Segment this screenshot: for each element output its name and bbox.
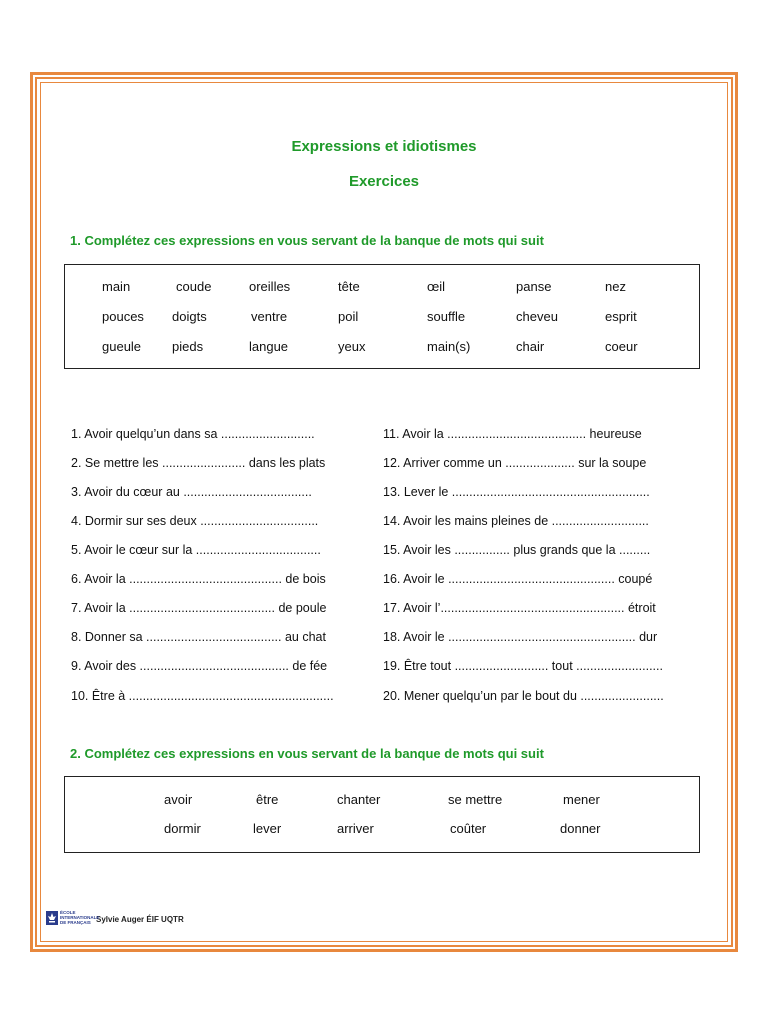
page-subtitle: Exercices: [348, 173, 420, 190]
school-logo: [46, 909, 100, 929]
exercise-item-15: 15. Avoir les ................ plus grands que la .........: [383, 543, 651, 557]
logo-text-line: INTERNATIONALE: [60, 915, 100, 920]
word-bank-item: tête: [338, 279, 360, 294]
exercise-item-13: 13. Lever le .........................................................: [383, 485, 650, 499]
word-bank-item: cheveu: [516, 309, 558, 324]
exercise-item-4: 4. Dormir sur ses deux ..................................: [71, 514, 319, 528]
word-bank-item: pouces: [102, 309, 144, 324]
section1-heading: 1. Complétez ces expressions en vous servant de la banque de mots qui suit: [70, 233, 544, 248]
word-bank-item: coûter: [450, 821, 487, 836]
word-bank-item: œil: [427, 279, 446, 294]
word-bank-item: poil: [338, 309, 359, 324]
word-bank-item: nez: [605, 279, 626, 294]
page-title: Expressions et idiotismes: [291, 138, 477, 155]
author-credit: Sylvie Auger ÉIF UQTR: [96, 914, 184, 924]
exercise-item-20: 20. Mener quelqu’un par le bout du ........................: [383, 689, 664, 703]
word-bank-item: lever: [253, 821, 282, 836]
word-bank-item: esprit: [605, 309, 637, 324]
word-bank-item: dormir: [164, 821, 201, 836]
word-bank-1: [64, 264, 700, 369]
word-bank-item: coude: [176, 279, 212, 294]
word-bank-item: coeur: [605, 339, 638, 354]
word-bank-item: doigts: [172, 309, 207, 324]
exercise-item-18: 18. Avoir le ...................................................... dur: [383, 630, 658, 644]
exercise-item-17: 17. Avoir l’..................................................... étroit: [383, 601, 656, 615]
word-bank-item: arriver: [337, 821, 374, 836]
exercise-item-14: 14. Avoir les mains pleines de ............................: [383, 514, 649, 528]
word-bank-item: main: [102, 279, 131, 294]
word-bank-item: mener: [563, 792, 600, 807]
exercise-item-12: 12. Arriver comme un .................... sur la soupe: [383, 456, 647, 470]
exercise-item-9: 9. Avoir des ........................................... de fée: [71, 659, 328, 673]
word-bank-item: oreilles: [249, 279, 291, 294]
word-bank-item: chair: [516, 339, 545, 354]
word-bank-item: panse: [516, 279, 552, 294]
footer: [46, 909, 184, 929]
exercise-item-6: 6. Avoir la ............................................ de bois: [71, 572, 326, 586]
logo-text-line: DE FRANÇAIS: [60, 920, 91, 925]
exercise-item-11: 11. Avoir la ........................................ heureuse: [383, 427, 642, 441]
logo-text: [60, 910, 99, 925]
exercise-item-1: 1. Avoir quelqu’un dans sa ...........................: [71, 427, 315, 441]
fleur-de-lis-icon: [46, 911, 58, 925]
exercise-item-16: 16. Avoir le ................................................ coupé: [383, 572, 653, 586]
word-bank-item: souffle: [427, 309, 466, 324]
word-bank-item: pieds: [172, 339, 204, 354]
exercise-item-19: 19. Être tout ........................... tout .........................: [383, 659, 663, 673]
word-bank-item: donner: [560, 821, 601, 836]
exercise-item-5: 5. Avoir le cœur sur la ....................................: [71, 543, 321, 557]
exercise-item-3: 3. Avoir du cœur au .....................................: [71, 485, 312, 499]
word-bank-item: gueule: [102, 339, 142, 354]
exercise-item-2: 2. Se mettre les ........................ dans les plats: [71, 456, 326, 470]
word-bank-item: ventre: [251, 309, 288, 324]
section2-heading: 2. Complétez ces expressions en vous servant de la banque de mots qui suit: [70, 746, 544, 761]
word-bank-item: main(s): [427, 339, 471, 354]
word-bank-item: yeux: [338, 339, 366, 354]
word-bank-item: langue: [249, 339, 289, 354]
word-bank-item: chanter: [337, 792, 381, 807]
word-bank-item: être: [256, 792, 279, 807]
exercise-item-10: 10. Être à ...........................................................: [71, 689, 334, 703]
logo-text-line: ÉCOLE: [60, 910, 76, 915]
exercise-item-8: 8. Donner sa ....................................... au chat: [71, 630, 326, 644]
word-bank-item: se mettre: [448, 792, 503, 807]
word-bank-2: [64, 776, 700, 853]
exercise-item-7: 7. Avoir la .......................................... de poule: [71, 601, 327, 615]
word-bank-item: avoir: [164, 792, 193, 807]
